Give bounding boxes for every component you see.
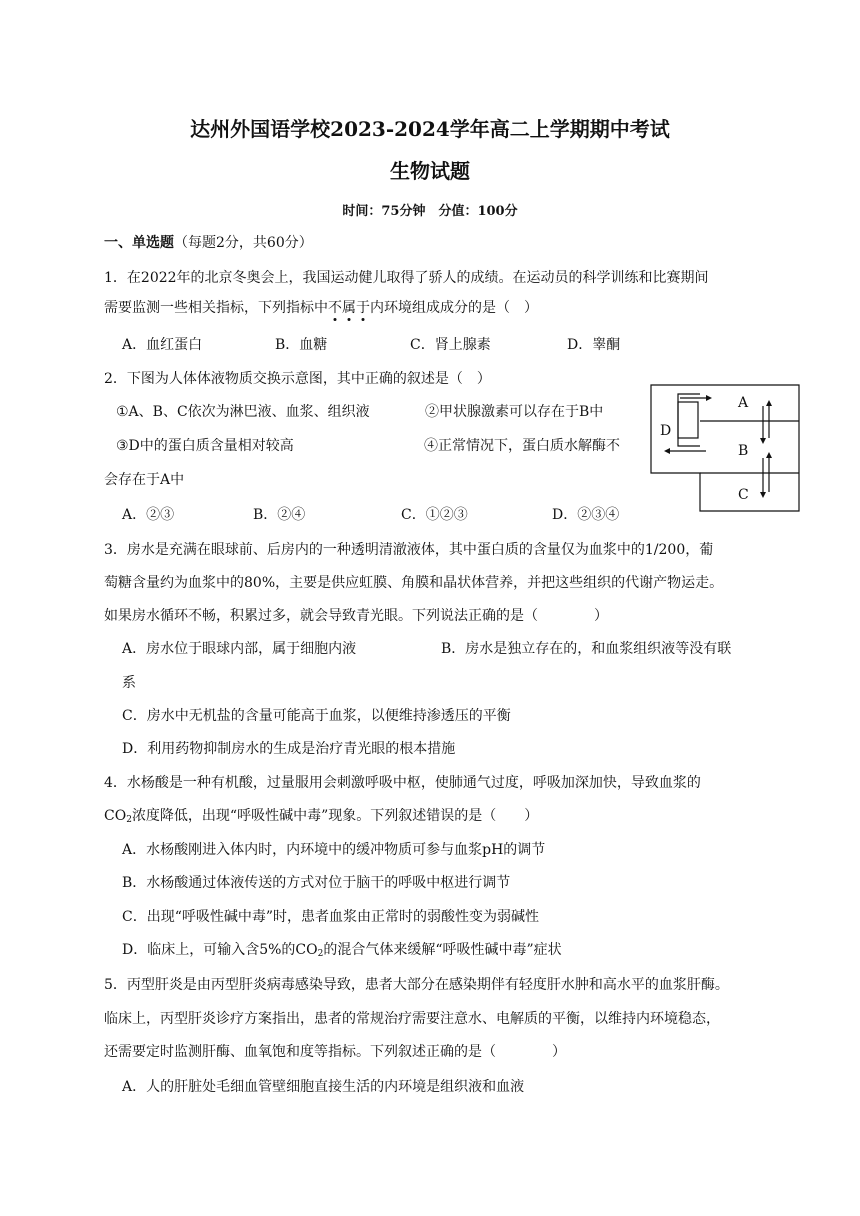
q2-option-d: D．②③④ <box>552 507 620 523</box>
section-note: （每题2分，共60分） <box>174 235 313 251</box>
arrowhead <box>664 448 670 454</box>
q4-option-b: B．水杨酸通过体液传送的方式对位于脑干的呼吸中枢进行调节 <box>122 875 511 891</box>
q2-statement-4: ④正常情况下，蛋白质水解酶不 <box>424 438 620 454</box>
q2-statement-3: ③D中的蛋白质含量相对较高 <box>116 438 294 454</box>
arrowhead <box>760 492 766 498</box>
q1-emphasis <box>328 300 370 316</box>
q1-line2-pre: 需要监测一些相关指标，下列指标中 <box>104 300 328 316</box>
diagram-label-b: B <box>738 443 749 459</box>
arrowhead <box>760 438 766 444</box>
q1-option-b: B．血糖 <box>275 337 328 353</box>
q4-line2-pre: CO <box>104 808 127 824</box>
diagram-outer-frame <box>651 385 799 511</box>
q3-line1: 3．房水是充满在眼球前、后房内的一种透明清澈液体，其中蛋白质的含量仅为血浆中的1/200，葡 <box>104 542 714 558</box>
diagram-d-rect <box>678 402 698 438</box>
q1-line2 <box>104 298 538 318</box>
q3-option-a: A．房水位于眼球内部，属于细胞内液 <box>122 641 357 657</box>
q4-option-d <box>122 940 562 960</box>
diagram-label-a: A <box>738 395 749 411</box>
q4-option-a: A．水杨酸刚进入体内时，内环境中的缓冲物质可参与血浆pH的调节 <box>122 842 546 858</box>
q2-line1: 2．下图为人体体液物质交换示意图，其中正确的叙述是（ ） <box>104 371 491 387</box>
emphasis-dot <box>348 318 351 321</box>
q4-line2 <box>104 806 538 826</box>
q3-option-b-cont: 系 <box>122 675 136 691</box>
arrowhead <box>706 395 712 401</box>
q2-statement-1: ①A、B、C依次为淋巴液、血浆、组织液 <box>116 404 370 420</box>
q5-line2: 临床上，丙型肝炎诊疗方案指出，患者的常规治疗需要注意水、电解质的平衡，以维持内环境稳态， <box>104 1011 720 1027</box>
section-title: 一、单选题 <box>104 235 174 251</box>
q2-option-b: B．②④ <box>253 507 306 523</box>
q5-line1: 5．丙型肝炎是由丙型肝炎病毒感染导致，患者大部分在感染期伴有轻度肝水肿和高水平的血浆肝酶。 <box>104 977 729 993</box>
q4-option-c: C．出现“呼吸性碱中毒”时，患者血浆由正常时的弱酸性变为弱碱性 <box>122 909 540 925</box>
q4-option-d-post: 的混合气体来缓解“呼吸性碱中毒”症状 <box>323 942 562 958</box>
q3-line3: 如果房水循环不畅，积累过多，就会导致青光眼。下列说法正确的是（ ） <box>104 608 608 624</box>
arrowhead <box>766 400 772 406</box>
q1-option-a: A．血红蛋白 <box>122 337 203 353</box>
q2-statement-2: ②甲状腺激素可以存在于B中 <box>425 404 604 420</box>
diagram-label-d: D <box>660 423 672 439</box>
q2-option-c: C．①②③ <box>401 507 468 523</box>
q2-statement-4-cont: 会存在于A中 <box>104 472 185 488</box>
q1-emphasis-text: 不属于 <box>328 300 370 316</box>
section-heading <box>104 233 313 253</box>
q1-line2-post: 内环境组成成分的是（ ） <box>370 300 538 316</box>
diagram-label-c: C <box>738 487 749 503</box>
q2-option-a: A．②③ <box>122 507 175 523</box>
q1-line1: 1．在2022年的北京冬奥会上，我国运动健儿取得了骄人的成绩。在运动员的科学训练和比赛期间 <box>104 270 709 286</box>
q5-line3: 还需要定时监测肝酶、血氧饱和度等指标。下列叙述正确的是（ ） <box>104 1044 566 1060</box>
q4-option-d-sub: 2 <box>317 949 324 959</box>
q4-line2-post: 浓度降低，出现“呼吸性碱中毒”现象。下列叙述错误的是（ ） <box>131 808 539 824</box>
emphasis-dot <box>334 318 337 321</box>
exam-title: 达州外国语学校2023-2024学年高二上学期期中考试 <box>190 117 670 141</box>
q5-option-a: A．人的肝脏处毛细血管壁细胞直接生活的内环境是组织液和血液 <box>122 1079 525 1095</box>
q4-option-d-pre: D．临床上，可输入含5%的CO <box>122 942 318 958</box>
q1-option-d: D．睾酮 <box>567 337 621 353</box>
q3-option-c: C．房水中无机盐的含量可能高于血浆，以便维持渗透压的平衡 <box>122 708 511 724</box>
exam-subtitle: 生物试题 <box>390 159 470 183</box>
q1-option-c: C．肾上腺素 <box>410 337 491 353</box>
q4-line2-sub: 2 <box>126 815 132 825</box>
body-fluid-exchange-diagram <box>648 384 800 512</box>
arrowhead <box>766 452 772 458</box>
q3-option-d: D．利用药物抑制房水的生成是治疗青光眼的根本措施 <box>122 741 456 757</box>
q4-line1: 4．水杨酸是一种有机酸，过量服用会刺激呼吸中枢，使肺通气过度，呼吸加深加快，导致血浆的 <box>104 775 701 791</box>
exam-meta: 时间：75分钟 分值：100分 <box>342 204 518 219</box>
emphasis-dot <box>361 318 364 321</box>
q3-option-b: B．房水是独立存在的，和血浆组织液等没有联 <box>441 641 732 657</box>
q3-line2: 萄糖含量约为血浆中的80%，主要是供应虹膜、角膜和晶状体营养，并把这些组织的代谢产物运走。 <box>104 575 724 591</box>
